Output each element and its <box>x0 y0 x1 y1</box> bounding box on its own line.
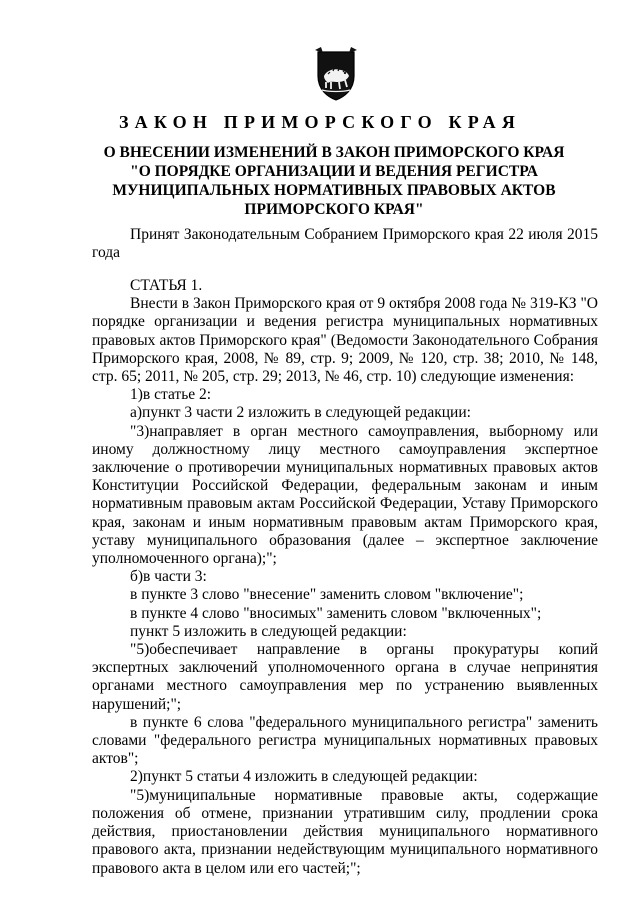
article-heading: СТАТЬЯ 1. <box>130 277 203 294</box>
paragraph: б)в части 3: <box>130 568 207 586</box>
article-1 <box>92 277 598 878</box>
paragraph: 1)в статье 2: <box>130 386 212 404</box>
paragraph: а)пункт 3 части 2 изложить в следующей редакции: <box>130 404 471 422</box>
adoption-note <box>92 226 598 262</box>
paragraph: в пункте 3 слово "внесение" заменить словом "включение"; <box>130 586 524 604</box>
paragraph: в пункте 6 слова "федерального муниципального регистра" заменить словами "федерального регистра муниципальных нормативных правовых актов"; <box>92 713 598 768</box>
law-title: ЗАКОН ПРИМОРСКОГО КРАЯ <box>118 112 522 132</box>
paragraph: в пункте 4 слово "вносимых" заменить словом "включенных"; <box>130 604 542 622</box>
coat-of-arms-icon <box>314 46 358 102</box>
paragraph: Внести в Закон Приморского края от 9 октября 2008 года № 319-КЗ "О порядке организации и ведения регистра муниципальных нормативных правовых актов Приморского края" (Ведомости Законодательного Собрания Приморского края, 2008, № 89, стр. 9; 2009, № 120, стр. 38; 2010, № 148, стр. 65; 2011, № 205, стр. 29; 2013, № 46, стр. 10) следующие изменения: <box>92 295 598 386</box>
paragraph: "5)муниципальные нормативные правовые акты, содержащие положения об отмене, признании утратившим силу, продлении срока действия, приостановлении действия муниципального нормативного правового акта, признании недействующим муниципального нормативного правового акта в целом или его частей;"; <box>92 786 598 877</box>
paragraph: "3)направляет в орган местного самоуправления, выборному или иному должностному лицу местного самоуправления экспертное заключение о противоречии муниципальных нормативных правовых актов Конституции Российской Федерации, федеральным законам и иным нормативным правовым актам Российской Федерации, Уставу Приморского края, законам и иным нормативным правовым актам Приморского края, уставу муниципального образования (далее – экспертное заключение уполномоченного органа);"; <box>92 422 598 568</box>
paragraph: пункт 5 изложить в следующей редакции: <box>130 622 407 640</box>
adoption-text: Принят Законодательным Собранием Приморского края 22 июля 2015 года <box>92 226 598 262</box>
paragraph: "5)обеспечивает направление в органы прокуратуры копий экспертных заключений уполномоченного органа в случае непринятия органами местного самоуправления мер по устранению выявленных нарушений;"; <box>92 641 598 713</box>
paragraph: 2)пункт 5 статьи 4 изложить в следующей редакции: <box>130 768 478 786</box>
law-subject: О ВНЕСЕНИИ ИЗМЕНЕНИЙ В ЗАКОН ПРИМОРСКОГО КРАЯ "О ПОРЯДКЕ ОРГАНИЗАЦИИ И ВЕДЕНИЯ РЕГИСТРА МУНИЦИПАЛЬНЫХ НОРМАТИВНЫХ ПРАВОВЫХ АКТОВ ПРИМОРСКОГО КРАЯ" <box>103 144 565 218</box>
